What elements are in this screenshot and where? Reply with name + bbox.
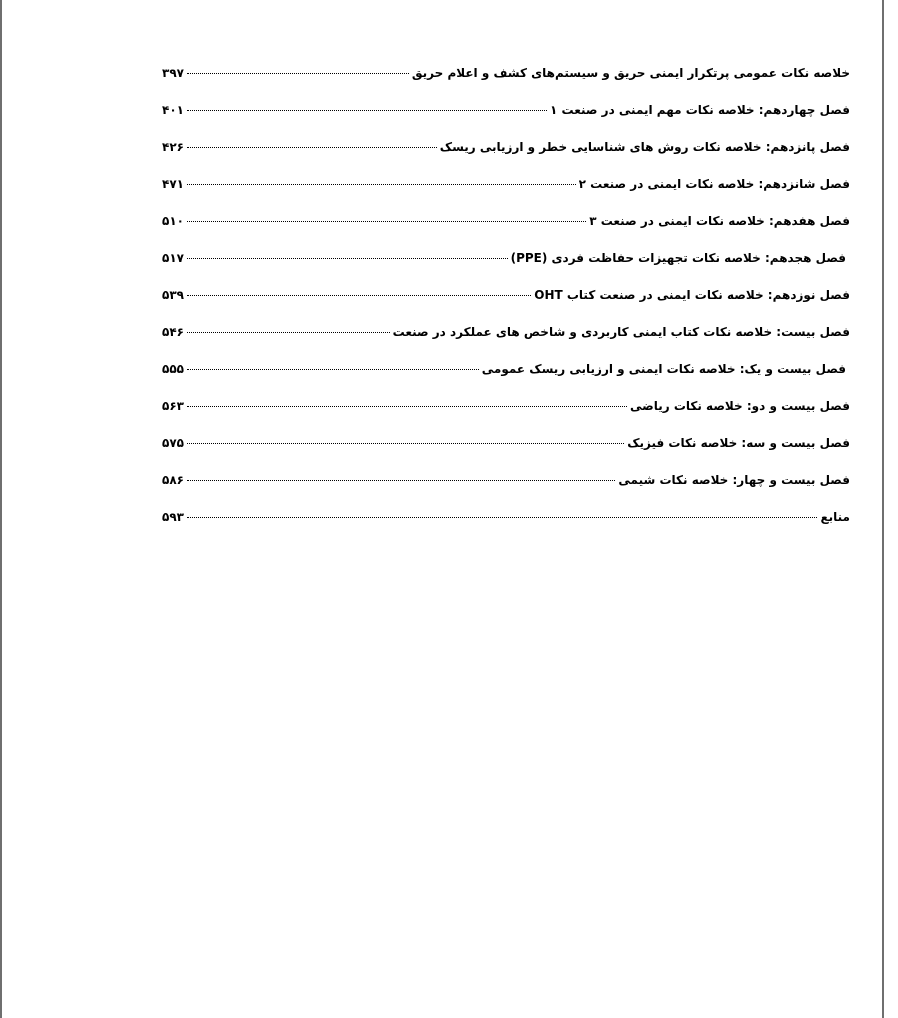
toc-entry-page: ۵۳۹ bbox=[162, 288, 184, 302]
toc-entry[interactable] bbox=[162, 462, 850, 499]
toc-entry[interactable] bbox=[162, 425, 850, 462]
toc-dot-leader bbox=[187, 72, 409, 74]
toc-entry-title: فصل هفدهم: خلاصه نکات ایمنی در صنعت ۳ bbox=[589, 214, 850, 228]
toc-dot-leader bbox=[187, 294, 531, 296]
toc-entry-title: منابع bbox=[820, 510, 850, 524]
toc-dot-leader bbox=[187, 516, 817, 518]
toc-entry[interactable] bbox=[162, 203, 850, 240]
toc-dot-leader bbox=[187, 368, 479, 370]
toc-entry-title: فصل بیست و یک: خلاصه نکات ایمنی و ارزیابی ریسک عمومی bbox=[481, 362, 846, 376]
toc-dot-leader bbox=[187, 109, 547, 111]
toc-entry-title: فصل چهاردهم: خلاصه نکات مهم ایمنی در صنعت ۱ bbox=[550, 103, 850, 117]
toc-entry-title: فصل شانزدهم: خلاصه نکات ایمنی در صنعت ۲ bbox=[578, 177, 850, 191]
toc-entry-page: ۴۷۱ bbox=[162, 177, 184, 191]
toc-entry-page: ۵۱۰ bbox=[162, 214, 184, 228]
toc-entry-page: ۴۲۶ bbox=[162, 140, 184, 154]
toc-entry[interactable] bbox=[162, 499, 850, 536]
toc-entry-title: فصل نوزدهم: خلاصه نکات ایمنی در صنعت کتاب OHT bbox=[534, 288, 850, 302]
toc-dot-leader bbox=[187, 220, 586, 222]
toc-entry-page: ۴۰۱ bbox=[162, 103, 184, 117]
toc-entry[interactable] bbox=[162, 166, 850, 203]
toc-entry-page: ۵۶۳ bbox=[162, 399, 184, 413]
toc-entry-page: ۳۹۷ bbox=[162, 66, 184, 80]
toc-dot-leader bbox=[187, 479, 615, 481]
toc-entry-title: فصل بیست و سه: خلاصه نکات فیزیک bbox=[627, 436, 850, 450]
toc-entry[interactable] bbox=[162, 388, 850, 425]
toc-entry[interactable] bbox=[162, 129, 850, 166]
toc-entry-page: ۵۴۶ bbox=[162, 325, 184, 339]
toc-entry-page: ۵۹۳ bbox=[162, 510, 184, 524]
toc-entry[interactable] bbox=[162, 92, 850, 129]
toc-dot-leader bbox=[187, 405, 627, 407]
toc-entry-title: خلاصه نکات عمومی پرتکرار ایمنی حریق و سیستم‌های کشف و اعلام حریق bbox=[411, 66, 850, 80]
toc-dot-leader bbox=[187, 183, 576, 185]
toc-entry-page: ۵۸۶ bbox=[162, 473, 184, 487]
toc-dot-leader bbox=[187, 331, 390, 333]
toc-entry-title: فصل هجدهم: خلاصه نکات تجهیزات حفاظت فردی (PPE) bbox=[510, 251, 846, 265]
toc-entry[interactable] bbox=[162, 55, 850, 92]
toc-entry[interactable] bbox=[162, 314, 850, 351]
toc-entry[interactable] bbox=[162, 351, 850, 388]
toc-entry[interactable] bbox=[162, 240, 850, 277]
toc-dot-leader bbox=[187, 442, 624, 444]
toc-dot-leader bbox=[187, 257, 508, 259]
toc-entry-title: فصل بیست: خلاصه نکات کتاب ایمنی کاربردی و شاخص های عملکرد در صنعت bbox=[392, 325, 850, 339]
toc-entry-title: فصل بیست و دو: خلاصه نکات ریاضی bbox=[630, 399, 850, 413]
toc-entry-page: ۵۷۵ bbox=[162, 436, 184, 450]
toc-entry-page: ۵۱۷ bbox=[162, 251, 184, 265]
table-of-contents bbox=[162, 55, 850, 536]
toc-dot-leader bbox=[187, 146, 437, 148]
toc-entry[interactable] bbox=[162, 277, 850, 314]
toc-entry-page: ۵۵۵ bbox=[162, 362, 184, 376]
toc-entry-title: فصل پانزدهم: خلاصه نکات روش های شناسایی خطر و ارزیابی ریسک bbox=[439, 140, 850, 154]
toc-entry-title: فصل بیست و چهار: خلاصه نکات شیمی bbox=[618, 473, 850, 487]
